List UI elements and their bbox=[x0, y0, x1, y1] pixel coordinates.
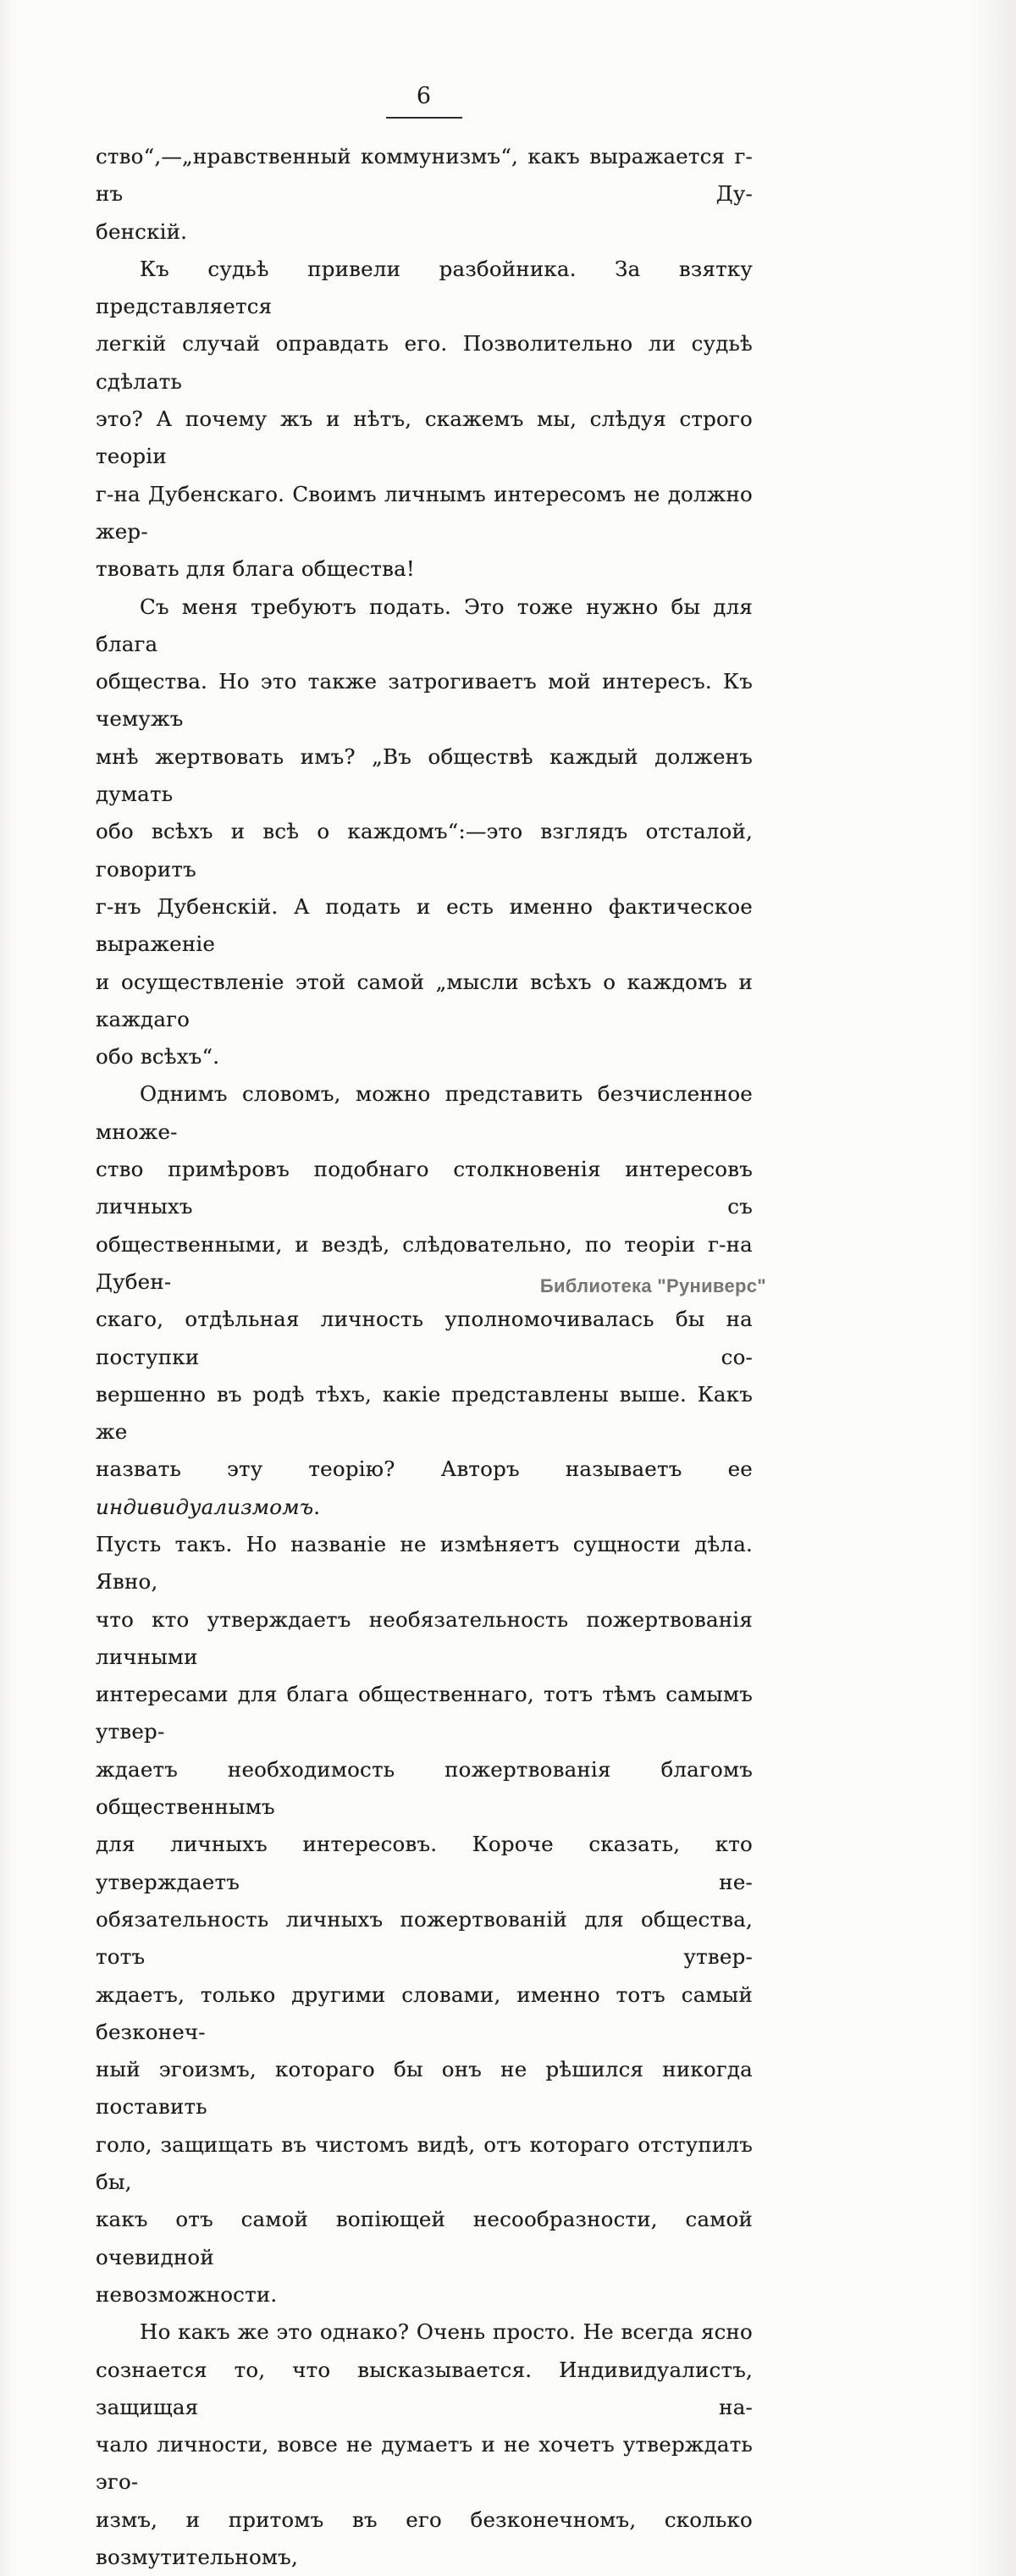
page-header bbox=[96, 83, 753, 119]
italic-term: индивидуализмомъ bbox=[96, 1494, 314, 1519]
text-line: чало личности, вовсе не думаетъ и не хочетъ утверждать эго- bbox=[96, 2432, 753, 2495]
library-watermark: Библиотека "Руниверс" bbox=[539, 1275, 766, 1296]
paragraph bbox=[96, 2313, 753, 2576]
text-line: интересами для блага общественнаго, тотъ тѣмъ самымъ утвер- bbox=[96, 1682, 753, 1744]
text-line: измъ, и притомъ въ его безконечномъ, сколько возмутительномъ, bbox=[96, 2507, 753, 2569]
text-line: Пусть такъ. Но названіе не измѣняетъ сущности дѣла. Явно, bbox=[96, 1531, 753, 1595]
text-line: Однимъ словомъ, можно представить безчисленное множе- bbox=[96, 1081, 753, 1144]
text-segment: назвать эту теорію? Авторъ называетъ ее bbox=[96, 1457, 753, 1482]
text-line: для личныхъ интересовъ. Короче сказать, кто утверждаетъ не- bbox=[96, 1832, 753, 1894]
page-number-rule bbox=[386, 117, 462, 119]
paragraph bbox=[96, 1075, 753, 2313]
text-line bbox=[96, 1451, 753, 1526]
text-line: легкій случай оправдать его. Позволительно ли судьѣ сдѣлать bbox=[96, 331, 753, 394]
text-line: обо всѣхъ“. bbox=[96, 1044, 220, 1070]
text-line: ный эгоизмъ, котораго бы онъ не рѣшился никогда поставить bbox=[96, 2057, 753, 2120]
text-line: невозможности. bbox=[96, 2281, 278, 2307]
text-line: общественными, и вездѣ, слѣдовательно, по теоріи г-на Дубен- bbox=[96, 1231, 753, 1294]
text-line: общества. Но это также затрогиваетъ мой интересъ. Къ чемужъ bbox=[96, 669, 753, 732]
text-line: сознается то, что высказывается. Индивидуалистъ, защищая на- bbox=[96, 2357, 753, 2419]
text-line: скаго, отдѣльная личность уполномочивалась бы на поступки со- bbox=[96, 1307, 753, 1369]
text-line: это? А почему жъ и нѣтъ, скажемъ мы, слѣдуя строго теоріи bbox=[96, 406, 753, 469]
text-line: вершенно въ родѣ тѣхъ, какіе представлены выше. Какъ же bbox=[96, 1381, 753, 1445]
text-line: г-нъ Дубенскій. А подать и есть именно фактическое выраженіе bbox=[96, 893, 753, 957]
text-line: мнѣ жертвовать имъ? „Въ обществѣ каждый долженъ думать bbox=[96, 744, 753, 807]
text-line: ство примѣровъ подобнаго столкновенія интересовъ личныхъ съ bbox=[96, 1157, 753, 1219]
text-line: голо, защищать въ чистомъ видѣ, отъ котораго отступилъ бы, bbox=[96, 2131, 753, 2195]
paragraph bbox=[96, 251, 753, 589]
text-line: бенскій. bbox=[96, 218, 188, 244]
text-line: обязательность личныхъ пожертвованій для общества, тотъ утвер- bbox=[96, 1906, 753, 1970]
text-line: ждаетъ необходимость пожертвованія благомъ общественнымъ bbox=[96, 1756, 753, 1820]
paragraph bbox=[96, 589, 753, 1076]
text-line: какъ отъ самой вопіющей несообразности, самой очевидной bbox=[96, 2207, 753, 2269]
text-line: Съ меня требуютъ подать. Это тоже нужно бы для блага bbox=[96, 594, 753, 656]
text-line: что кто утверждаетъ необязательность пожертвованія личными bbox=[96, 1606, 753, 1669]
text-line: г-на Дубенскаго. Своимъ личнымъ интересомъ не должно жер- bbox=[96, 481, 753, 544]
paragraph bbox=[96, 138, 753, 251]
page-text-block bbox=[96, 138, 753, 2576]
text-line: ждаетъ, только другими словами, именно тотъ самый безконеч- bbox=[96, 1982, 753, 2044]
text-line: твовать для блага общества! bbox=[96, 556, 415, 582]
text-segment: . bbox=[313, 1494, 321, 1519]
text-line: Но какъ же это однако? Очень просто. Не всегда ясно bbox=[140, 2319, 753, 2345]
text-line: Къ судьѣ привели разбойника. За взятку представляется bbox=[96, 256, 753, 319]
text-line: и осуществленіе этой самой „мысли всѣхъ о каждомъ и каждаго bbox=[96, 969, 753, 1031]
text-line: обо всѣхъ и всѣ о каждомъ“:—это взглядъ отсталой, говоритъ bbox=[96, 819, 753, 882]
text-line: ство“,—„нравственный коммунизмъ“, какъ выражается г-нъ Ду- bbox=[96, 144, 753, 207]
page-number: 6 bbox=[416, 83, 433, 109]
